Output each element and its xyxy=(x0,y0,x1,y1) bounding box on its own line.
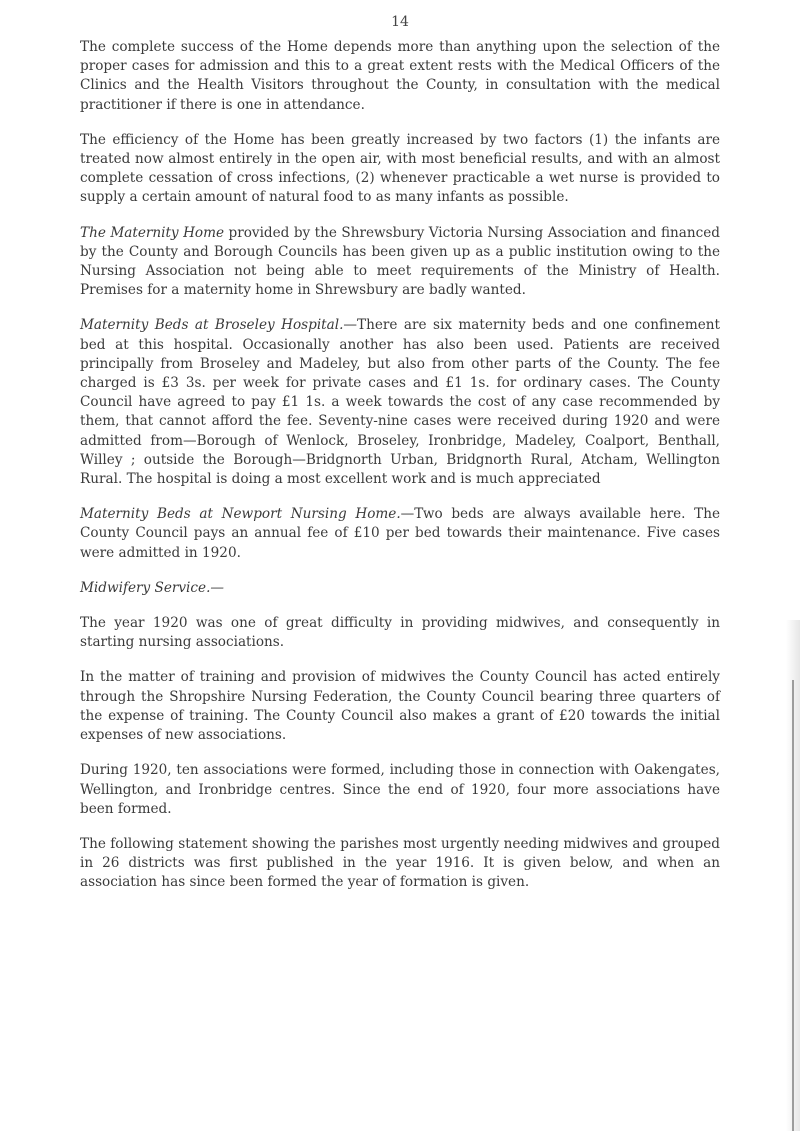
paragraph-text: The following statement showing the parishes most urgently needing midwives and grouped in 26 districts was first published in the year 1916. It is given below, and when an association has since been formed the year of formation is given. xyxy=(80,835,720,891)
paragraph-heading: Maternity Beds at Newport Nursing Home. xyxy=(80,506,401,523)
paragraph-text: During 1920, ten associations were formed, including those in connection with Oakengates, Wellington, and Ironbridge centres. Since the end of 1920, four more associations have been formed. xyxy=(80,762,720,817)
paragraph-text: In the matter of training and provision of midwives the County Council has acted entirely through the Shropshire Nursing Federation, the County Council bearing three quarters of the expense of training. The County Council also makes a grant of £20 towards the initial expenses of new associations. xyxy=(80,669,720,744)
paragraph-heading: The Maternity Home xyxy=(80,224,225,241)
page-number: 14 xyxy=(391,14,409,30)
paragraph-home-success xyxy=(80,38,720,115)
paragraph-text: —Two beds are always available here. The County Council pays an annual fee of £10 per bed towards their maintenance. Five cases were admitted in 1920. xyxy=(80,506,720,561)
paragraph-text: —There are six maternity beds and one confinement bed at this hospital. Occasionally another has also been used. Patients are received principally from Broseley and Madeley, but also from other parts of the County. The fee charged is £3 3s. per week for private cases and £1 1s. for ordinary cases. The County Council have agreed to pay £1 1s. a week towards the cost of any case recommended by them, that cannot afford the fee. Seventy-nine cases were received during 1920 and were admitted from—Borough of Wenlock, Broseley, Ironbridge, Madeley, Coalport, Benthall, Willey ; outside the Borough—Bridgnorth Urban, Bridgnorth Rural, Atcham, Wellington Rural. The hospital is doing a most excellent work and is much appreciated xyxy=(80,317,720,488)
paragraph-midwifery-training xyxy=(80,668,720,745)
document-page xyxy=(80,14,720,909)
paragraph-midwifery-associations xyxy=(80,761,720,819)
paragraph-heading: Maternity Beds at Broseley Hospital. xyxy=(80,317,344,334)
paragraph-maternity-home xyxy=(80,224,720,301)
paragraph-midwifery-difficulty xyxy=(80,614,720,652)
paragraph-newport-nursing-home xyxy=(80,505,720,563)
paragraph-home-efficiency xyxy=(80,131,720,208)
paragraph-text: The complete success of the Home depends more than anything upon the selection of the proper cases for admission and this to a great extent rests with the Medical Officers of the Clinics and the Health Visitors throughout the County, in consultation with the medical practitioner if there is one in attendance. xyxy=(80,39,720,113)
midwifery-section-heading: Midwifery Service.— xyxy=(80,579,224,596)
paragraph-broseley-hospital xyxy=(80,316,720,489)
page-edge-line xyxy=(792,680,794,1131)
paragraph-text: provided by the Shrewsbury Victoria Nursing Association and financed by the County and Borough Councils has been given up as a public institution owing to the Nursing Association not being able to meet requirements of the Ministry of Health. Premises for a maternity home in Shrewsbury are badly wanted. xyxy=(80,224,720,299)
paragraph-midwifery-statement xyxy=(80,835,720,893)
paragraph-text: The year 1920 was one of great difficulty in providing midwives, and consequently in starting nursing associations. xyxy=(80,615,720,651)
paragraph-text: The efficiency of the Home has been greatly increased by two factors (1) the infants are treated now almost entirely in the open air, with most beneficial results, and with an almost complete cessation of cross infections, (2) whenever practicable a wet nurse is provided to supply a certain amount of natural food to as many infants as possible. xyxy=(80,131,720,206)
